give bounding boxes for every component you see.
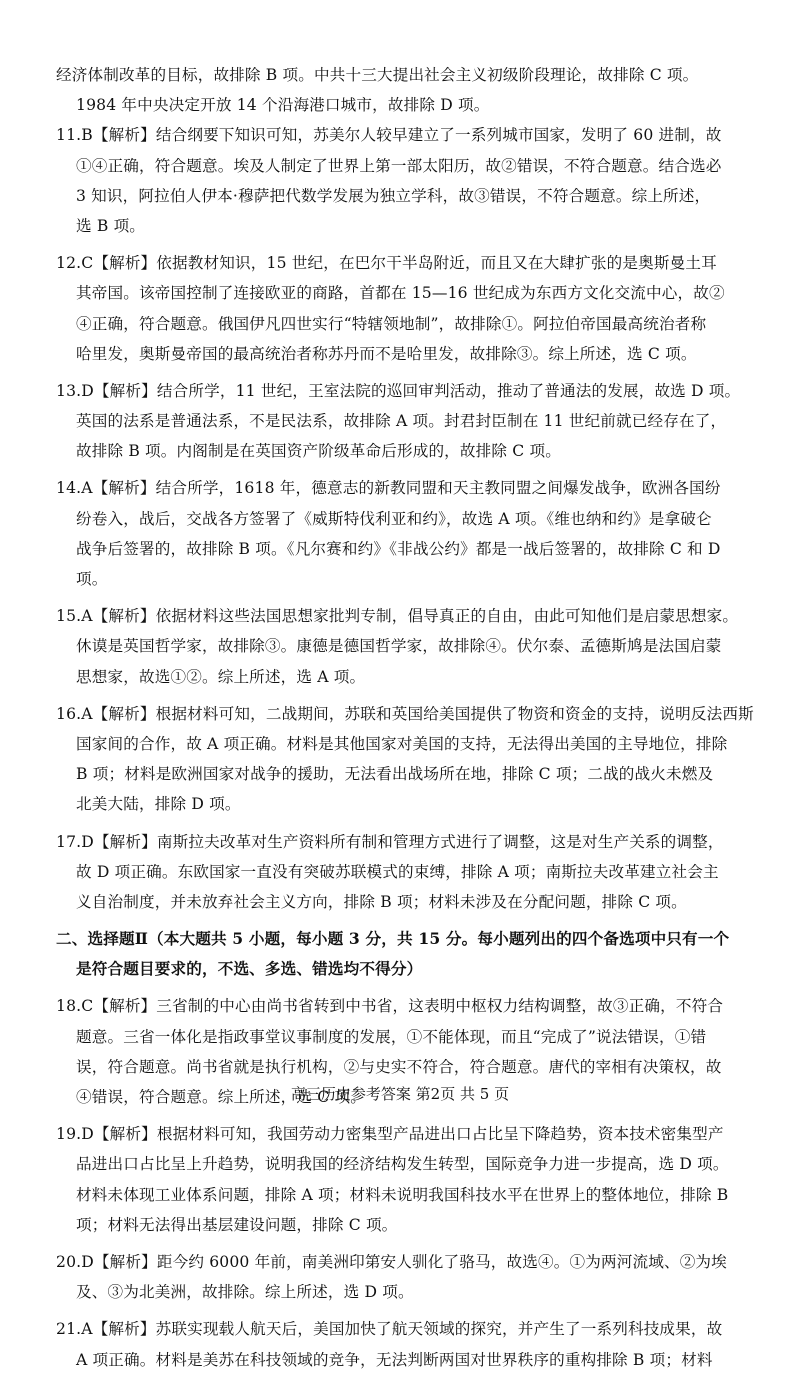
text-line: 及、③为北美洲，故排除。综上所述，选 D 项。 <box>76 1283 414 1302</box>
answer-text <box>56 60 756 1375</box>
text-line: 故排除 B 项。内阁制是在英国资产阶级革命后形成的，故排除 C 项。 <box>76 442 561 461</box>
text-line: 义自治制度，并未放弃社会主义方向，排除 B 项；材料未涉及在分配问题，排除 C 项。 <box>76 892 687 911</box>
text-line: 英国的法系是普通法系，不是民法系，故排除 A 项。封君封臣制在 11 世纪前就已经存在了， <box>76 412 727 431</box>
text-line: 北美大陆，排除 D 项。 <box>76 795 241 814</box>
text-line: 18.C【解析】三省制的中心由尚书省转到中书省，这表明中枢权力结构调整，故③正确，不符合 <box>56 997 724 1016</box>
section-heading-line: 是符合题目要求的，不选、多选、错选均不得分） <box>76 959 423 979</box>
text-line: 经济体制改革的目标，故排除 B 项。中共十三大提出社会主义初级阶段理论，故排除 C 项。 <box>56 66 699 84</box>
text-line: 选 B 项。 <box>76 216 146 235</box>
text-line: 故 D 项正确。东欧国家一直没有突破苏联模式的束缚，排除 A 项；南斯拉夫改革建立社会主 <box>76 862 719 881</box>
text-line: 项；材料无法得出基层建设问题，排除 C 项。 <box>76 1215 398 1234</box>
text-line: 16.A【解析】根据材料可知，二战期间，苏联和英国给美国提供了物资和资金的支持，说明反法西斯 <box>56 704 754 723</box>
text-line: 误，符合题意。尚书省就是执行机构，②与史实不符合，符合题意。唐代的宰相有决策权，故 <box>76 1057 722 1076</box>
text-line: 纷卷入，战后，交战各方签署了《威斯特伐利亚和约》，故选 A 项。《维也纳和约》是拿破仑 <box>76 509 712 528</box>
text-line: ④错误，符合题意。综上所述，选 C 项。 <box>76 1088 366 1106</box>
text-line: 17.D【解析】南斯拉夫改革对生产资料所有制和管理方式进行了调整，这是对生产关系的调整， <box>56 832 724 851</box>
text-line: ①④正确，符合题意。埃及人制定了世界上第一部太阳历，故②错误，不符合题意。结合选必 <box>76 156 722 175</box>
text-line: 题意。三省一体化是指政事堂议事制度的发展，①不能体现，而且“完成了”说法错误，①错 <box>76 1027 707 1046</box>
text-line: 哈里发，奥斯曼帝国的最高统治者称苏丹而不是哈里发，故排除③。综上所述，选 C 项。 <box>76 344 697 363</box>
text-line: 休谟是英国哲学家，故排除③。康德是德国哲学家，故排除④。伏尔泰、孟德斯鸠是法国启蒙 <box>76 637 722 656</box>
text-line: 14.A【解析】结合所学，1618 年，德意志的新教同盟和天主教同盟之间爆发战争，欧洲各国纷 <box>56 479 721 498</box>
text-line: 19.D【解析】根据材料可知，我国劳动力密集型产品进出口占比呈下降趋势，资本技术密集型产 <box>56 1125 724 1144</box>
text-line: 战争后签署的，故排除 B 项。《凡尔赛和约》《非战公约》都是一战后签署的，故排除 C 和 D <box>76 539 721 558</box>
text-line: 其帝国。该帝国控制了连接欧亚的商路，首都在 15—16 世纪成为东西方文化交流中心，故② <box>76 284 725 303</box>
text-line: 13.D【解析】结合所学，11 世纪，王室法院的巡回审判活动，推动了普通法的发展，故选 D 项。 <box>56 381 741 400</box>
text-line: 品进出口占比呈上升趋势，说明我国的经济结构发生转型，国际竞争力进一步提高，选 D 项。 <box>76 1155 729 1174</box>
text-line: 项。 <box>76 570 108 588</box>
text-line: 20.D【解析】距今约 6000 年前，南美洲印第安人驯化了骆马，故选④。①为两河流域、②为埃 <box>56 1252 727 1271</box>
text-line: 材料未体现工业体系问题，排除 A 项；材料未说明我国科技水平在世界上的整体地位，排除 B <box>76 1185 729 1204</box>
text-line: 12.C【解析】依据教材知识，15 世纪，在巴尔干半岛附近，而且又在大肆扩张的是奥斯曼土耳 <box>56 254 717 273</box>
page-footer: 高三历史参考答案 第2页 共 5 页 <box>290 1085 510 1103</box>
text-line: 21.A【解析】苏联实现载人航天后，美国加快了航天领域的探究，并产生了一系列科技成果，故 <box>56 1320 723 1339</box>
text-line: 国家间的合作，故 A 项正确。材料是其他国家对美国的支持，无法得出美国的主导地位，排除 <box>76 734 728 753</box>
text-line: 3 知识，阿拉伯人伊本·穆萨把代数学发展为独立学科，故③错误，不符合题意。综上所述， <box>76 186 711 205</box>
text-line: 15.A【解析】依据材料这些法国思想家批判专制，倡导真正的自由，由此可知他们是启蒙思想家。 <box>56 607 739 626</box>
text-line: 思想家，故选①②。综上所述，选 A 项。 <box>76 667 366 686</box>
text-line: B 项；材料是欧洲国家对战争的援助，无法看出战场所在地，排除 C 项；二战的战火未燃及 <box>76 765 714 784</box>
text-line: ④正确，符合题意。俄国伊凡四世实行“特辖领地制”，故排除①。阿拉伯帝国最高统治者称 <box>76 314 707 333</box>
text-line: 1984 年中央决定开放 14 个沿海港口城市，故排除 D 项。 <box>76 96 490 115</box>
text-line: A 项正确。材料是美苏在科技领域的竞争，无法判断两国对世界秩序的重构排除 B 项；材料 <box>76 1350 713 1369</box>
section-heading-line: 二、选择题Ⅱ（本大题共 5 小题，每小题 3 分，共 15 分。每小题列出的四个备选项中只有一个 <box>56 929 730 949</box>
text-line: 11.B【解析】结合纲要下知识可知，苏美尔人较早建立了一系列城市国家，发明了 60 进制，故 <box>56 126 722 145</box>
